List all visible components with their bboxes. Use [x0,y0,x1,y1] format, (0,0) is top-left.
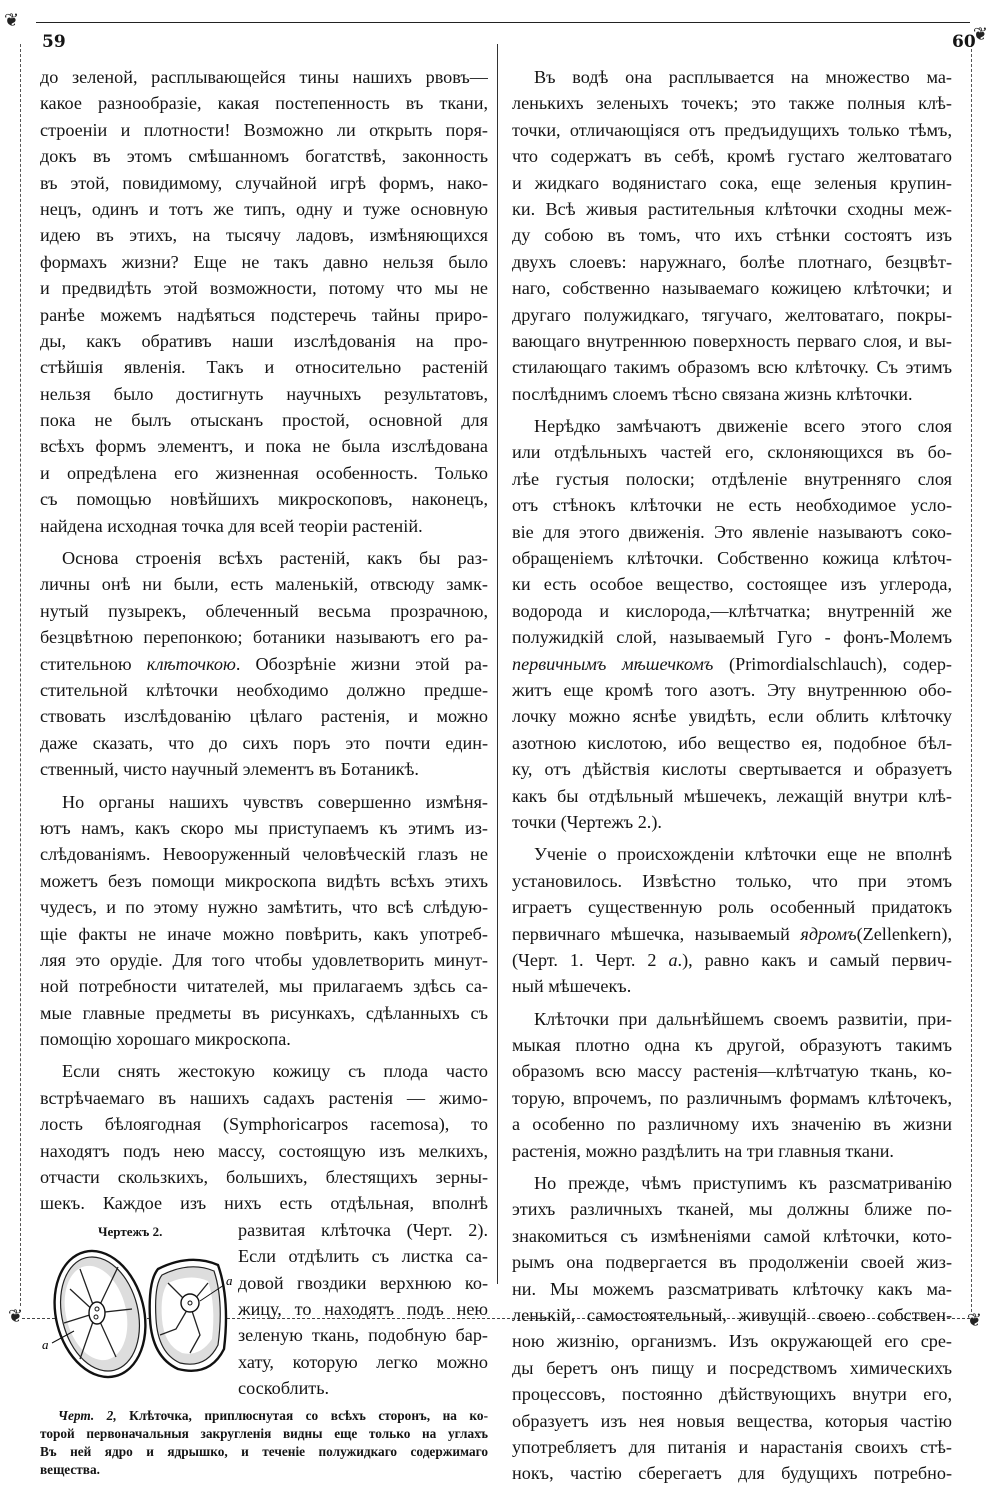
text-line: находятъ подъ нею массу, состоящую изъ мелкихъ, [40,1140,488,1161]
text-line: Въ водѣ она расплывается на множество ма- [534,67,952,87]
cell-left [42,1241,158,1386]
text-line: чудесъ, и по этому нужно замѣтить, что всѣ слѣдую- [40,897,488,918]
caption-line: торой первоначальныя закругленія видны еще только на углахъ [40,1425,488,1441]
text-line: Но органы нашихъ чувствъ совершенно измѣня- [62,791,488,812]
text-line: нецъ, одинъ и тотъ же типъ, одну и туже основную [40,198,488,219]
paragraph [512,841,952,999]
text-line: другаго полужидкаго, тягучаго, желтоватаго, покры- [512,304,952,325]
paragraph [40,64,488,539]
text-run: (Primordialschlauch), содер- [713,653,952,674]
text-line: лочку можно яснѣе увидѣть, если облить клѣточку [512,706,952,727]
text-line: въ этой, повидимому, случайной игрѣ формъ, нако- [40,172,488,193]
text-line: ды, какъ обративъ наши изслѣдованія на про- [40,330,488,351]
text-line: ной потребности читателей, мы прилагаемъ здѣсь са- [40,976,488,997]
text-line: и жидкаго водянистаго сока, еще зеленыя крупин- [512,172,952,193]
text-run: (Zellenkern), [856,923,952,944]
figure-label-left: a [42,1336,49,1352]
left-column [40,64,488,1479]
text-line: довой гвоздики верхнюю ко- [238,1272,488,1293]
corner-ornament-icon: ❦ [8,1306,24,1327]
text-line: точки (Чертежъ 2.). [512,811,662,832]
text-line: этихъ различныхъ тканей, мы должны ближе по- [512,1199,952,1220]
text-run: (Черт. 1. Черт. 2 [512,949,669,970]
paragraph [512,413,952,835]
page-number-left: 59 [42,32,66,52]
text-line [512,651,952,677]
text-line: или отдѣльныхъ частей его, склоняющихся въ бо- [512,442,952,463]
text-line: ку, отъ дѣйствія кислоты свертывается и образуетъ [512,759,952,780]
text-line: точки, отличающіяся отъ предъидущихъ только тѣмъ, [512,119,952,140]
text-line: Основа строенія всѣхъ растеній, какъ бы раз- [62,548,488,569]
text-line: стительной клѣточки необходимо должно предше- [40,679,488,700]
paragraph [512,1170,952,1487]
text-line: ки есть особое вещество, состоящее изъ углерода, [512,574,952,595]
text-line: ствовать изслѣдованію цѣлаго растенія, и можно [40,706,488,727]
page-frame-top-rule [36,22,970,23]
caption-line: Въ ней ядро и ядрышко, и теченіе полужидкаго содержимаго [40,1443,488,1459]
text-line: віе для этого движенія. Это явленіе называютъ соко- [512,521,952,542]
text-line: безцвѣтною перепонкою; ботаники называютъ его ра- [40,627,488,648]
text-line: а особенно по различному ихъ значенію въ жизни [512,1114,952,1135]
text-run: .), равно какъ и самый первич- [677,949,952,970]
text-line: нутый пузырекъ, облеченный весьма прозрачною, [40,600,488,621]
text-line: послѣднимъ слоемъ тѣсно связана жизнь клѣточки. [512,383,913,404]
text-line: рымъ она подвергается въ продолженіи своей жиз- [512,1252,952,1273]
text-line: идею въ этихъ, на тысячу ладовъ, измѣняющихся [40,225,488,246]
text-line: слѣдованіямъ. Невооруженный человѣческій глазъ не [40,844,488,865]
text-line: нельзя было достигнуть научныхъ результатовъ, [40,383,488,404]
right-column [512,64,952,1487]
text-line: Ученіе о происхожденіи клѣточки еще не вполнѣ [534,844,952,865]
corner-ornament-icon: ❦ [966,1310,982,1331]
text-line: помощію хорошаго микроскопа. [40,1029,291,1050]
text-line: личны онѣ ни были, есть маленькій, отвсюду замк- [40,574,488,595]
text-line: водорода и кислорода,—клѣтчатка; внутренній же [512,600,952,621]
text-line: азотною кислотою, ибо вещество ея, подобное бѣл- [512,732,952,753]
italic-term: клѣточкою [146,653,236,674]
text-line: ственный, чисто научный элементъ въ Ботаникѣ. [40,759,419,780]
text-line: установилось. Извѣстно только, что при этомъ [512,870,952,891]
text-line: двухъ слоевъ: наружнаго, болѣе плотнаго, безцвѣт- [512,251,952,272]
text-line [512,921,952,947]
text-line: ютъ намъ, какъ скоро мы приступаемъ къ этимъ из- [40,817,488,838]
text-line: стѣйшія явленія. Такъ и относительно растеній [40,357,488,378]
text-line: ки. Всѣ живыя растительныя клѣточки сходны меж- [512,198,952,219]
page-frame-right-rule [971,44,972,1312]
text-line: какое разнообразіе, какая постепенность въ ткани, [40,93,488,114]
text-line: мыкая плотно одна къ другой, образуютъ такимъ [512,1035,952,1056]
text-line: можетъ безъ помощи микроскопа видѣть всѣхъ этихъ [40,870,488,891]
paragraph [512,1006,952,1164]
text-line: образомъ всю массу растенія—клѣтчатую ткань, ко- [512,1061,952,1082]
text-line: Нерѣдко замѣчаютъ движеніе всего этого слоя [534,416,952,437]
text-line: ною жизнію, организмъ. Изъ окружающей его сре- [512,1331,952,1352]
text-line: Но прежде, чѣмъ приступимъ къ разсматриванію [534,1173,952,1194]
text-line: вающаго внутреннюю поверхность перваго слоя, и вы- [512,330,952,351]
text-line: всѣхъ формъ элементъ, и пока не была изслѣдована [40,436,488,457]
text-line [40,651,488,677]
page-frame-left-rule [20,44,21,1306]
text-line: житъ еще кромѣ того азотъ. Эту внутреннюю обо- [512,679,952,700]
text-line: формахъ жизни? Еще не такъ давно нельзя было [40,251,488,272]
text-line: шекъ. Каждое изъ нихъ есть отдѣльная, вполнѣ [40,1193,488,1214]
figure-caption [40,1407,488,1479]
text-line: наго, собственно называемаго кожицею клѣточки; и [512,278,952,299]
caption-label: Черт. 2, [58,1407,117,1423]
cell-illustration [40,1239,238,1389]
figure-title: Чертежъ 2. [98,1223,163,1239]
text-line: жицу, то находятъ подъ нею [238,1298,488,1319]
text-line: съ помощью новѣйшихъ микроскоповъ, наконецъ, [40,489,488,510]
text-line: зеленую ткань, подобную бар- [238,1325,488,1346]
text-line: ранѣе можемъ надѣяться подстеречь тайны приро- [40,304,488,325]
text-line: развитая клѣточка (Черт. 2). [238,1219,488,1240]
text-line: отчасти скользкихъ, большихъ, блестящихъ зерны- [40,1167,488,1188]
corner-ornament-icon: ❦ [972,24,988,45]
figure-block [40,1217,488,1407]
text-line: до зеленой, расплывающейся тины нашихъ рвовъ— [40,67,488,87]
text-line: докъ въ этомъ смѣшанномъ богатствѣ, законность [40,146,488,167]
caption-line: вещества. [40,1461,100,1477]
paragraph [40,545,488,783]
text-line: отъ стѣнокъ клѣточки не есть необходимое усло- [512,495,952,516]
text-line: какъ бы отдѣльный мѣшечекъ, лежащій внутри клѣ- [512,785,952,806]
text-line: встрѣчаемаго въ нашихъ садахъ растенія — жимо- [40,1087,488,1108]
text-line: ни. Мы можемъ разсматривать клѣточку какъ ма- [512,1278,952,1299]
text-line: ный мѣшечекъ. [512,976,632,997]
text-line: ду собою въ томъ, что ихъ стѣнки состоятъ изъ [512,225,952,246]
paragraph [40,1058,488,1216]
text-line: процессовъ, постоянно дѣйствующихъ внутри его, [512,1384,952,1405]
italic-term: a [668,949,678,970]
text-line: играетъ существенную роль особенный придатокъ [512,897,952,918]
italic-term: первичнымъ мѣшечкомъ [512,653,714,674]
text-line: знакомиться съ измѣненіями самой клѣточки, кото- [512,1225,952,1246]
text-line: и предвидѣть этой возможности, потому что мы не [40,278,488,299]
text-line: употребляетъ для питанія и нарастанія своихъ стѣ- [512,1436,952,1457]
text-line: торую, впрочемъ, по различнымъ формамъ клѣточекъ, [512,1087,952,1108]
text-line: лѣе густыя полоски; отдѣленіе внутренняго слоя [512,468,952,489]
text-line: лость бѣлоягодная (Symphoricarpos racemosa), то [40,1114,488,1135]
text-line: строеніи и плотности! Возможно ли открыть поря- [40,119,488,140]
page-number-right: 60 [952,32,976,52]
text-line: щіе факты не иначе можно повѣрить, какъ употреб- [40,923,488,944]
text-run: первичнаго мѣшечка, называемый [512,923,801,944]
text-line [512,947,952,973]
text-line: и опредѣлена его жизненная особенность. Только [40,462,488,483]
text-line: нокъ, частію сберегаетъ для будущихъ потребно- [512,1463,952,1484]
text-line: Если отдѣлить съ листка са- [238,1246,488,1267]
text-line: соскоблить. [238,1378,330,1399]
text-line: Если снять жестокую кожицу съ плода часто [62,1061,488,1082]
cell-right [150,1260,233,1371]
text-line: растенія, можно раздѣлить на три главныя ткани. [512,1140,894,1161]
text-line: хату, которую легко можно [238,1351,488,1372]
text-line: обращеніемъ клѣточки. Собственно кожица клѣточ- [512,548,952,569]
text-run: стительною [40,653,147,674]
corner-ornament-icon: ❦ [4,10,20,31]
text-line: найдена исходная точка для всей теоріи растеній. [40,515,423,536]
caption-line: Клѣточка, приплюснутая со всѣхъ сторонъ, на ко- [116,1407,488,1423]
text-line: ленькій, самостоятельный, живущій своею собствен- [512,1304,952,1325]
text-line: ленькихъ зеленыхъ точекъ; это также полныя клѣ- [512,93,952,114]
text-line: ляя это орудіе. Для того чтобы удовлетворить минут- [40,949,488,970]
text-line: полужидкій слой, называемый Гуго - фонъ-Молемъ [512,627,952,648]
figure-label-right: a [226,1272,233,1288]
text-line: ды беретъ онъ пищу и посредствомъ химическихъ [512,1357,952,1378]
text-line: стилающаго такимъ образомъ всю клѣточку. Съ этимъ [512,357,952,378]
text-line: что содержатъ въ себѣ, кромѣ густаго желтоватаго [512,146,952,167]
text-line: образуетъ изъ нея новыя вещества, которыя частію [512,1410,952,1431]
text-line: даже сказать, что до сихъ поръ это почти един- [40,732,488,753]
text-line: Клѣточки при дальнѣйшемъ своемъ развитіи, при- [534,1008,952,1029]
column-divider [497,44,498,1284]
paragraph [512,64,952,407]
paragraph [40,789,488,1053]
text-line: пока не былъ отысканъ простой, основной для [40,410,488,431]
text-run: . Обозрѣніе жизни этой ра- [235,653,488,674]
text-beside-figure [238,1217,488,1402]
italic-term: ядромъ [800,923,857,944]
text-line: мые главные предметы въ рисункахъ, сдѣланныхъ съ [40,1002,488,1023]
